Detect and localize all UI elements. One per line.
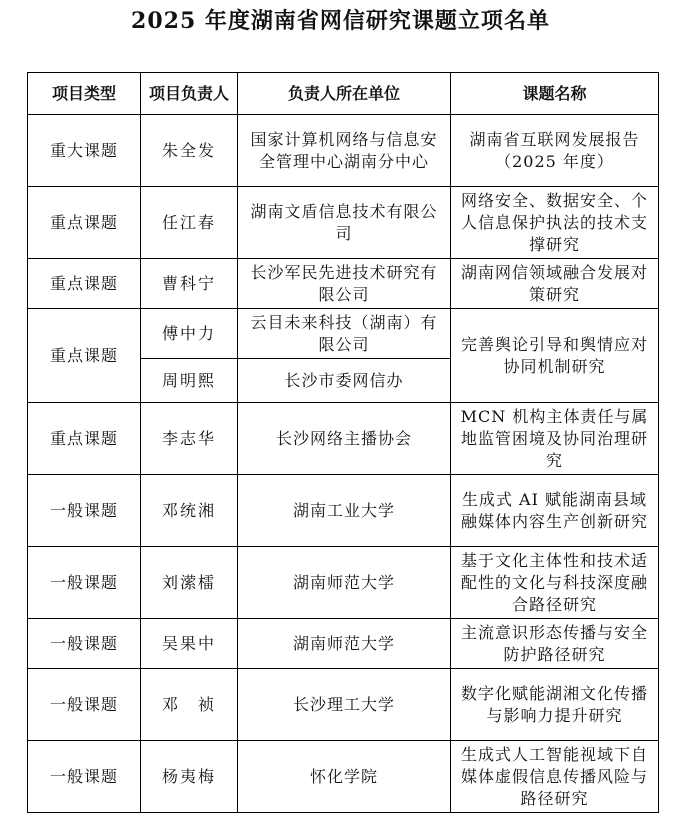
leader-cell: 傅中力 [141, 309, 238, 359]
table-row [28, 669, 659, 741]
organization-cell: 云目未来科技（湖南）有限公司 [238, 309, 451, 359]
topic-cell: 数字化赋能湖湘文化传播与影响力提升研究 [451, 669, 659, 741]
organization-cell: 湖南工业大学 [238, 475, 451, 547]
topic-cell: 湖南网信领域融合发展对策研究 [451, 259, 659, 309]
leader-cell: 李志华 [141, 403, 238, 475]
project-type-cell: 重点课题 [28, 259, 141, 309]
project-type-cell: 一般课题 [28, 619, 141, 669]
table-row [28, 309, 659, 359]
header-leader-organization: 负责人所在单位 [238, 73, 451, 115]
header-project-leader: 项目负责人 [141, 73, 238, 115]
page-title: 2025 年度湖南省网信研究课题立项名单 [131, 8, 550, 34]
table-row [28, 741, 659, 813]
project-type-cell: 重点课题 [28, 403, 141, 475]
leader-cell: 吴果中 [141, 619, 238, 669]
table-row [28, 259, 659, 309]
project-type-cell: 一般课题 [28, 475, 141, 547]
topic-cell: 湖南省互联网发展报告（2025 年度） [451, 115, 659, 187]
topic-cell: 完善舆论引导和舆情应对协同机制研究 [451, 309, 659, 403]
organization-cell: 湖南文盾信息技术有限公司 [238, 187, 451, 259]
organization-cell: 湖南师范大学 [238, 619, 451, 669]
organization-cell: 长沙军民先进技术研究有限公司 [238, 259, 451, 309]
table-row [28, 403, 659, 475]
organization-cell: 长沙市委网信办 [238, 359, 451, 403]
topic-cell: 网络安全、数据安全、个人信息保护执法的技术支撑研究 [451, 187, 659, 259]
table-row [28, 115, 659, 187]
project-type-cell: 一般课题 [28, 741, 141, 813]
topic-cell: 主流意识形态传播与安全防护路径研究 [451, 619, 659, 669]
project-type-cell: 重大课题 [28, 115, 141, 187]
table-row [28, 187, 659, 259]
table-row [28, 475, 659, 547]
leader-cell: 邓统湘 [141, 475, 238, 547]
leader-cell: 任江春 [141, 187, 238, 259]
table-row [28, 619, 659, 669]
leader-cell: 刘潆檑 [141, 547, 238, 619]
leader-cell: 杨夷梅 [141, 741, 238, 813]
leader-cell: 周明熙 [141, 359, 238, 403]
topic-cell: 基于文化主体性和技术适配性的文化与科技深度融合路径研究 [451, 547, 659, 619]
table-header-row [28, 73, 659, 115]
topic-cell: 生成式人工智能视域下自媒体虚假信息传播风险与路径研究 [451, 741, 659, 813]
leader-cell: 曹科宁 [141, 259, 238, 309]
header-project-type: 项目类型 [28, 73, 141, 115]
project-type-cell: 重点课题 [28, 187, 141, 259]
project-type-cell: 一般课题 [28, 669, 141, 741]
leader-cell: 邓 祯 [141, 669, 238, 741]
organization-cell: 湖南师范大学 [238, 547, 451, 619]
leader-cell: 朱全发 [141, 115, 238, 187]
organization-cell: 国家计算机网络与信息安全管理中心湖南分中心 [238, 115, 451, 187]
project-type-cell: 重点课题 [28, 309, 141, 403]
topic-cell: 生成式 AI 赋能湖南县域融媒体内容生产创新研究 [451, 475, 659, 547]
header-topic-name: 课题名称 [451, 73, 659, 115]
organization-cell: 长沙网络主播协会 [238, 403, 451, 475]
organization-cell: 长沙理工大学 [238, 669, 451, 741]
project-table [27, 72, 659, 813]
organization-cell: 怀化学院 [238, 741, 451, 813]
topic-cell: MCN 机构主体责任与属地监管困境及协同治理研究 [451, 403, 659, 475]
project-type-cell: 一般课题 [28, 547, 141, 619]
table-row [28, 547, 659, 619]
